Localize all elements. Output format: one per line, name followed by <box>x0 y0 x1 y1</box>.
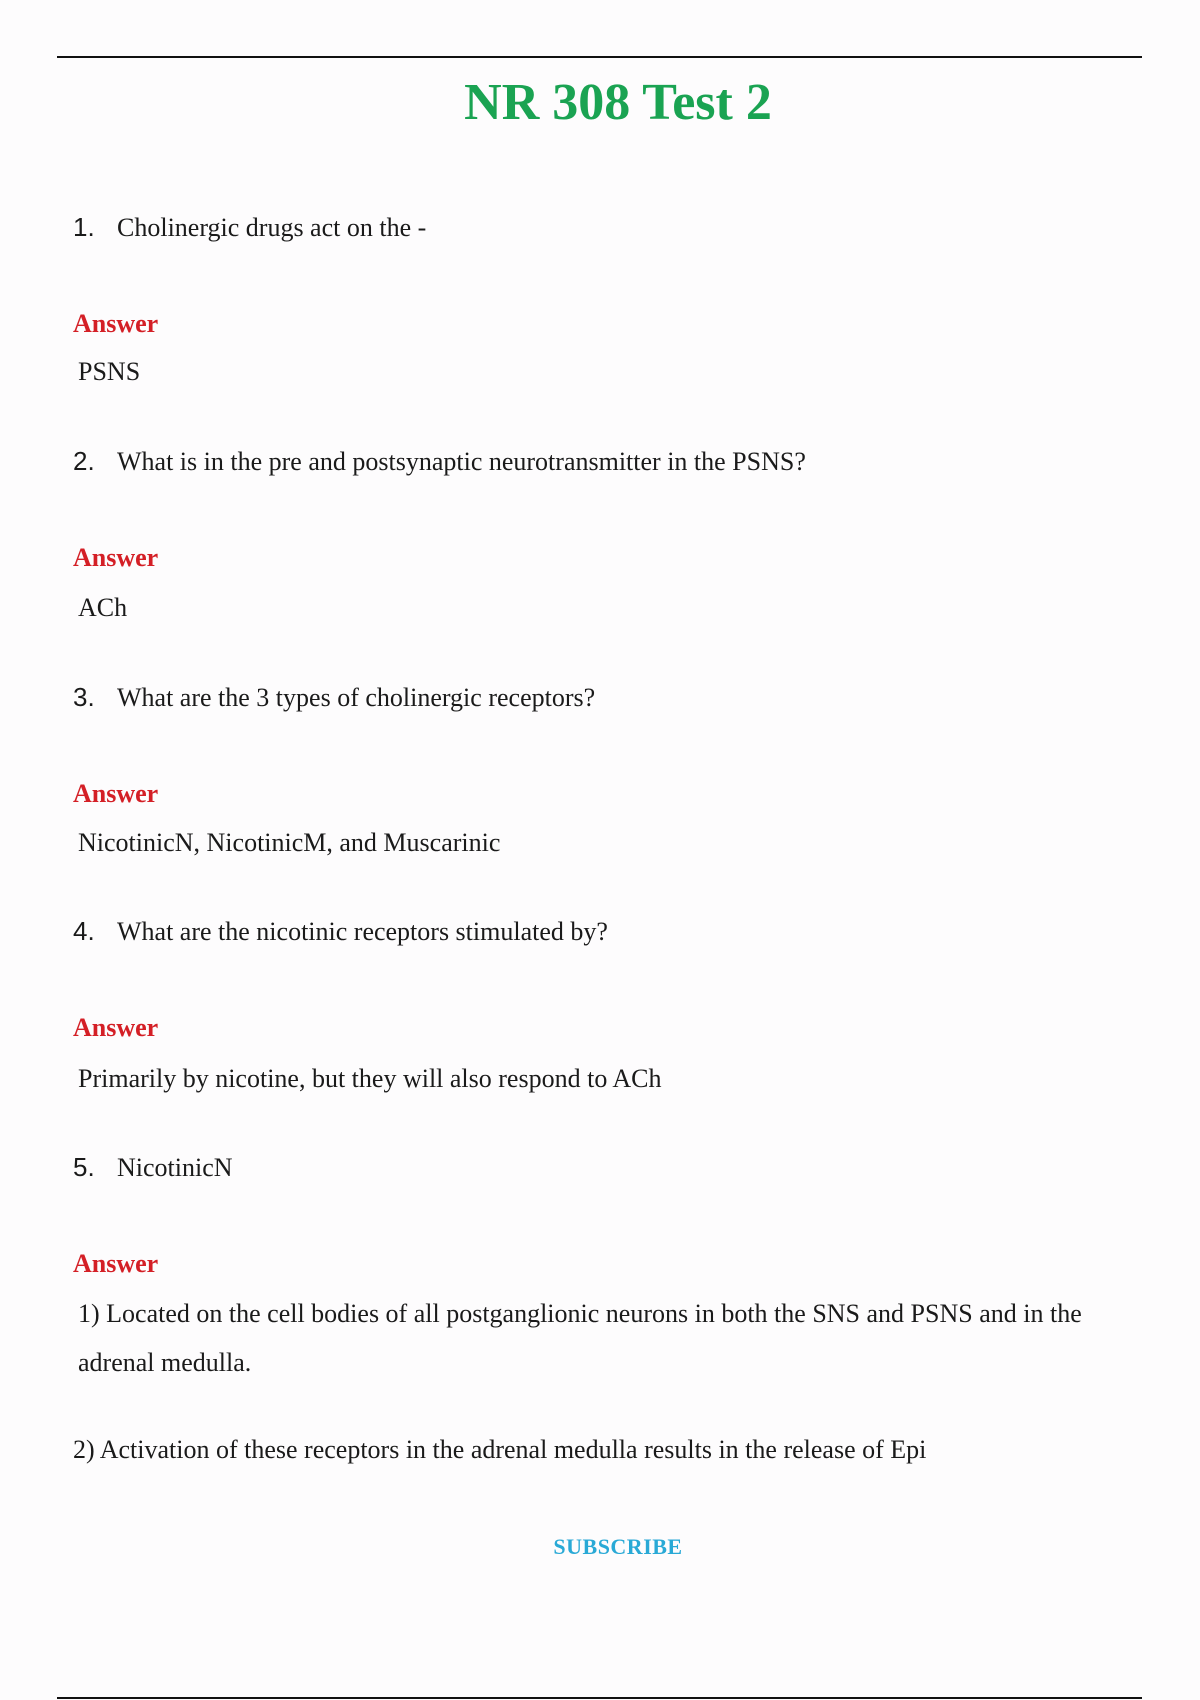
question-number: 1. <box>73 212 95 242</box>
question-number: 2. <box>73 446 95 476</box>
question-5 <box>73 1150 1148 1185</box>
answer-label: Answer <box>73 779 159 808</box>
question-2 <box>73 444 1148 479</box>
question-text: Cholinergic drugs act on the - <box>117 213 427 242</box>
question-text: What are the nicotinic receptors stimulated by? <box>117 917 608 946</box>
answer-text: Primarily by nicotine, but they will also respond to ACh <box>78 1064 662 1093</box>
question-text: What is in the pre and postsynaptic neurotransmitter in the PSNS? <box>117 447 806 476</box>
top-divider <box>57 56 1142 58</box>
question-number: 5. <box>73 1152 95 1182</box>
document-title: NR 308 Test 2 <box>464 74 772 131</box>
question-4 <box>73 914 1148 949</box>
question-text: NicotinicN <box>117 1153 233 1182</box>
subscribe-link[interactable]: SUBSCRIBE <box>553 1534 683 1559</box>
answer-label: Answer <box>73 543 159 572</box>
answer-line: 2) Activation of these receptors in the adrenal medulla results in the release of Epi <box>73 1435 927 1464</box>
answer-label: Answer <box>73 1249 159 1278</box>
answer-text <box>73 1425 1148 1474</box>
answer-text <box>73 1289 1148 1387</box>
question-number: 3. <box>73 682 95 712</box>
question-number: 4. <box>73 916 95 946</box>
answer-text: NicotinicN, NicotinicM, and Muscarinic <box>78 828 501 857</box>
answer-label: Answer <box>73 1013 159 1042</box>
answer-line: 1) Located on the cell bodies of all postganglionic neurons in both the SNS and PSNS and in the adrenal medulla. <box>78 1299 1082 1377</box>
answer-text: ACh <box>78 593 128 622</box>
bottom-divider <box>57 1697 1142 1699</box>
question-text: What are the 3 types of cholinergic receptors? <box>117 683 596 712</box>
question-1 <box>73 210 1148 245</box>
answer-text: PSNS <box>78 357 141 386</box>
question-3 <box>73 680 1148 715</box>
answer-label: Answer <box>73 309 159 338</box>
